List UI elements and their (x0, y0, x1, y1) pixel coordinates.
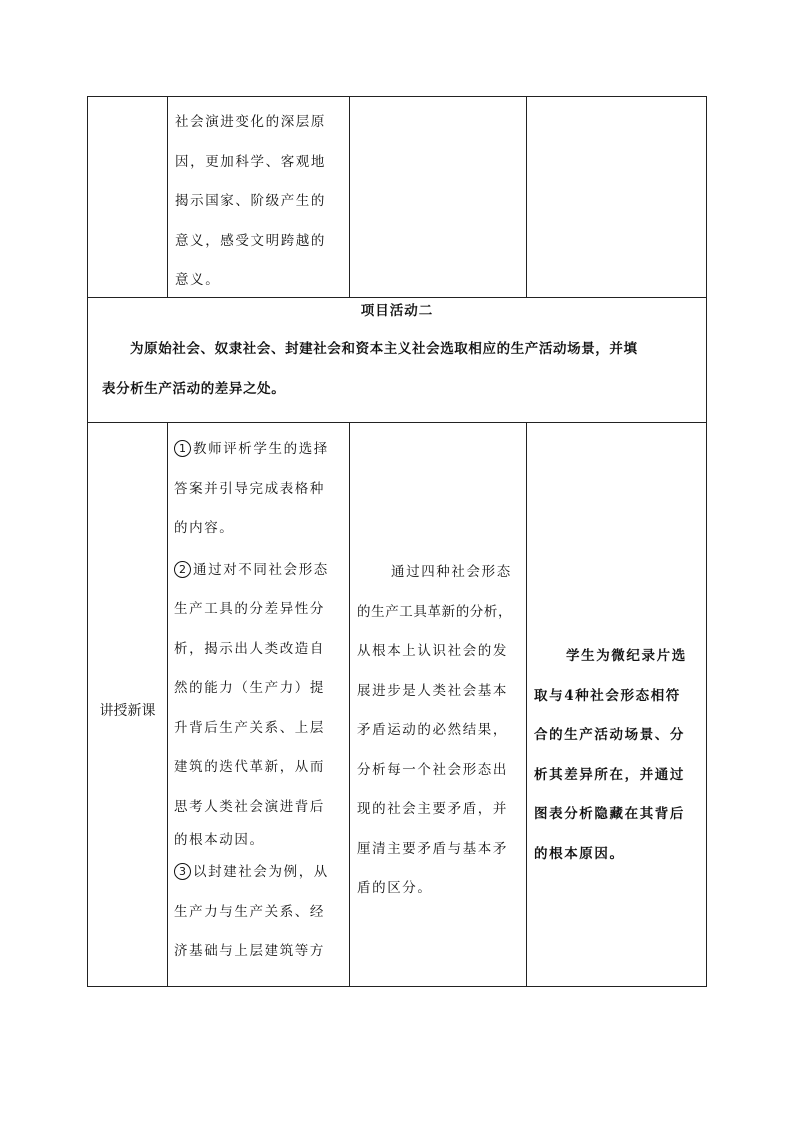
text-line: 合的生产活动场景、分 (534, 727, 685, 743)
teacher-step-2 (174, 551, 348, 854)
row-divider-2 (87, 422, 707, 423)
col-divider-3-bottom (526, 422, 527, 987)
activity-line-2: 表分析生产活动的差异之处。 (102, 381, 286, 397)
text-line: 通过对不同社会形态 (193, 561, 329, 578)
text-line: 厘清主要矛盾与基本矛 (357, 840, 508, 857)
teacher-activity-cell (174, 430, 348, 972)
activity-title: 项目活动二 (360, 303, 434, 319)
text-line: 盾的区分。 (357, 880, 433, 896)
table-bottom-border (87, 986, 707, 987)
text-line: 学生为微纪录片选 (566, 648, 687, 664)
text-line: 建筑的迭代革新，从而 (174, 759, 325, 775)
text-line: 社会演进变化的深层原 (175, 114, 326, 130)
activity-cell (88, 298, 706, 422)
col-divider-1-bottom (167, 422, 168, 987)
text-line: 取与4种社会形态相符 (534, 687, 681, 704)
text-line: 意义。 (175, 272, 221, 288)
table-right-border (706, 96, 707, 987)
text-line: 然的能力（生产力）提 (174, 680, 325, 696)
table-left-border (87, 96, 88, 987)
text-line: 矛盾运动的必然结果， (357, 722, 508, 738)
text-line: 意义，感受文明跨越的 (175, 232, 326, 249)
section-label-cell (88, 700, 167, 720)
text-line: 现的社会主要矛盾，并 (357, 801, 508, 817)
step-number-1: 1 (174, 440, 191, 457)
text-line: 生产力与生产关系、经 (174, 903, 325, 920)
teacher-step-3 (174, 853, 348, 972)
student-activity-cell (534, 637, 706, 874)
text-line: 的根本原因。 (534, 845, 625, 862)
col-divider-1-top (167, 96, 168, 298)
teacher-step-1 (174, 430, 348, 549)
text-line: 析其差异所在，并通过 (534, 766, 685, 783)
activity-line-1: 为原始社会、奴隶社会、封建社会和资本主义社会选取相应的生产活动场景，并填 (130, 341, 638, 357)
text-line: 以封建社会为例，从 (193, 864, 329, 880)
text-line: 通过四种社会形态 (391, 564, 512, 580)
text-line: 分析每一个社会形态出 (357, 761, 508, 778)
text-line: 从根本上认识社会的发 (357, 643, 508, 659)
col-divider-2-top (349, 96, 350, 298)
section-label: 讲授新课 (99, 703, 156, 719)
text-line: 图表分析隐藏在其背后 (534, 806, 685, 822)
text-line: 展进步是人类社会基本 (357, 682, 508, 699)
col-divider-2-bottom (349, 422, 350, 987)
text-line: 析，揭示出人类改造自 (174, 640, 325, 657)
step-number-3: 3 (174, 863, 191, 880)
text-line: 济基础与上层建筑等方 (174, 943, 325, 959)
text-line: 因，更加科学、客观地 (175, 153, 326, 170)
text-line: 生产工具的分差异性分 (174, 601, 325, 617)
text-line: 升背后生产关系、上层 (174, 719, 325, 736)
col-divider-3-top (526, 96, 527, 298)
table-top-border (87, 96, 707, 97)
text-line: 的根本动因。 (174, 832, 265, 848)
design-intent-cell (357, 553, 525, 909)
text-line: 揭示国家、阶级产生的 (175, 193, 326, 209)
step-number-2: 2 (174, 561, 191, 578)
text-line: 的内容。 (174, 520, 235, 536)
text-line: 教师评析学生的选择 (193, 441, 329, 457)
text-line: 思考人类社会演进背后 (174, 798, 325, 815)
text-line: 答案并引导完成表格种 (174, 480, 325, 497)
top-row-objective-cell (175, 103, 347, 301)
text-line: 的生产工具革新的分析， (357, 603, 513, 620)
